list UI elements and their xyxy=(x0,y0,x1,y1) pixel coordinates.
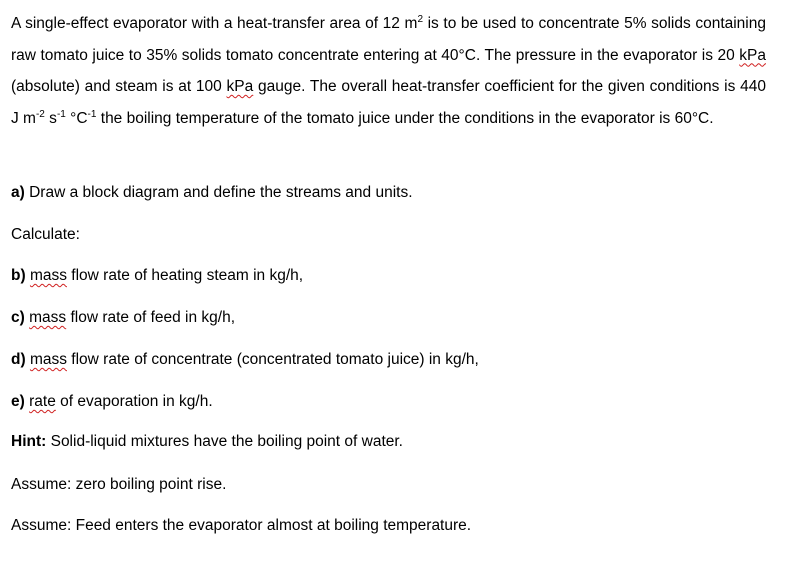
text: is to be used to concentrate 5% solids containing raw tomato juice to 35% solids tomato concentrate entering at 40°C. The pressure in the evaporator is 20 xyxy=(11,15,766,64)
assumption-2: Assume: Feed enters the evaporator almost at boiling temperature. xyxy=(11,517,472,534)
question-label: c) xyxy=(11,309,25,326)
question-label: d) xyxy=(11,351,26,368)
text: s xyxy=(44,109,57,127)
question-a xyxy=(11,183,413,203)
hint-label: Hint: xyxy=(11,433,47,450)
spellcheck-word-rate: rate xyxy=(29,393,56,410)
question-label: b) xyxy=(11,267,26,284)
question-b xyxy=(11,266,303,286)
superscript: -1 xyxy=(56,108,66,120)
question-text: flow rate of feed in kg/h, xyxy=(66,309,236,326)
text: gauge. The overall heat-transfer coefficient for the given conditions is 440 J m xyxy=(11,78,766,127)
spellcheck-word-mass: mass xyxy=(29,267,67,284)
spellcheck-word-mass: mass xyxy=(29,309,67,326)
question-d xyxy=(11,350,479,370)
text: (absolute) and steam is at 100 xyxy=(11,78,227,95)
assumption-1: Assume: zero boiling point rise. xyxy=(11,476,227,493)
superscript: -1 xyxy=(87,108,97,120)
question-text: of evaporation in kg/h. xyxy=(55,393,213,410)
text: the boiling temperature of the tomato juice under the conditions in the evaporator is 60°C. xyxy=(96,109,714,127)
spellcheck-word-kpa: kPa xyxy=(226,78,254,95)
calculate-heading: Calculate: xyxy=(11,226,80,243)
question-text: Draw a block diagram and define the streams and units. xyxy=(24,184,413,201)
hint xyxy=(11,432,403,452)
superscript: -2 xyxy=(35,108,45,120)
hint-text: Solid-liquid mixtures have the boiling point of water. xyxy=(46,433,403,450)
spellcheck-word-mass: mass xyxy=(29,351,67,368)
problem-statement xyxy=(11,8,766,134)
question-e xyxy=(11,392,213,412)
question-label: a) xyxy=(11,184,25,201)
question-label: e) xyxy=(11,393,25,410)
question-text: flow rate of concentrate (concentrated tomato juice) in kg/h, xyxy=(67,351,479,368)
question-c xyxy=(11,308,235,328)
question-text: flow rate of heating steam in kg/h, xyxy=(67,267,304,284)
text: °C xyxy=(65,109,88,127)
text: A single-effect evaporator with a heat-transfer area of 12 m xyxy=(11,15,418,32)
superscript: 2 xyxy=(417,14,423,25)
spellcheck-word-kpa: kPa xyxy=(739,46,766,64)
